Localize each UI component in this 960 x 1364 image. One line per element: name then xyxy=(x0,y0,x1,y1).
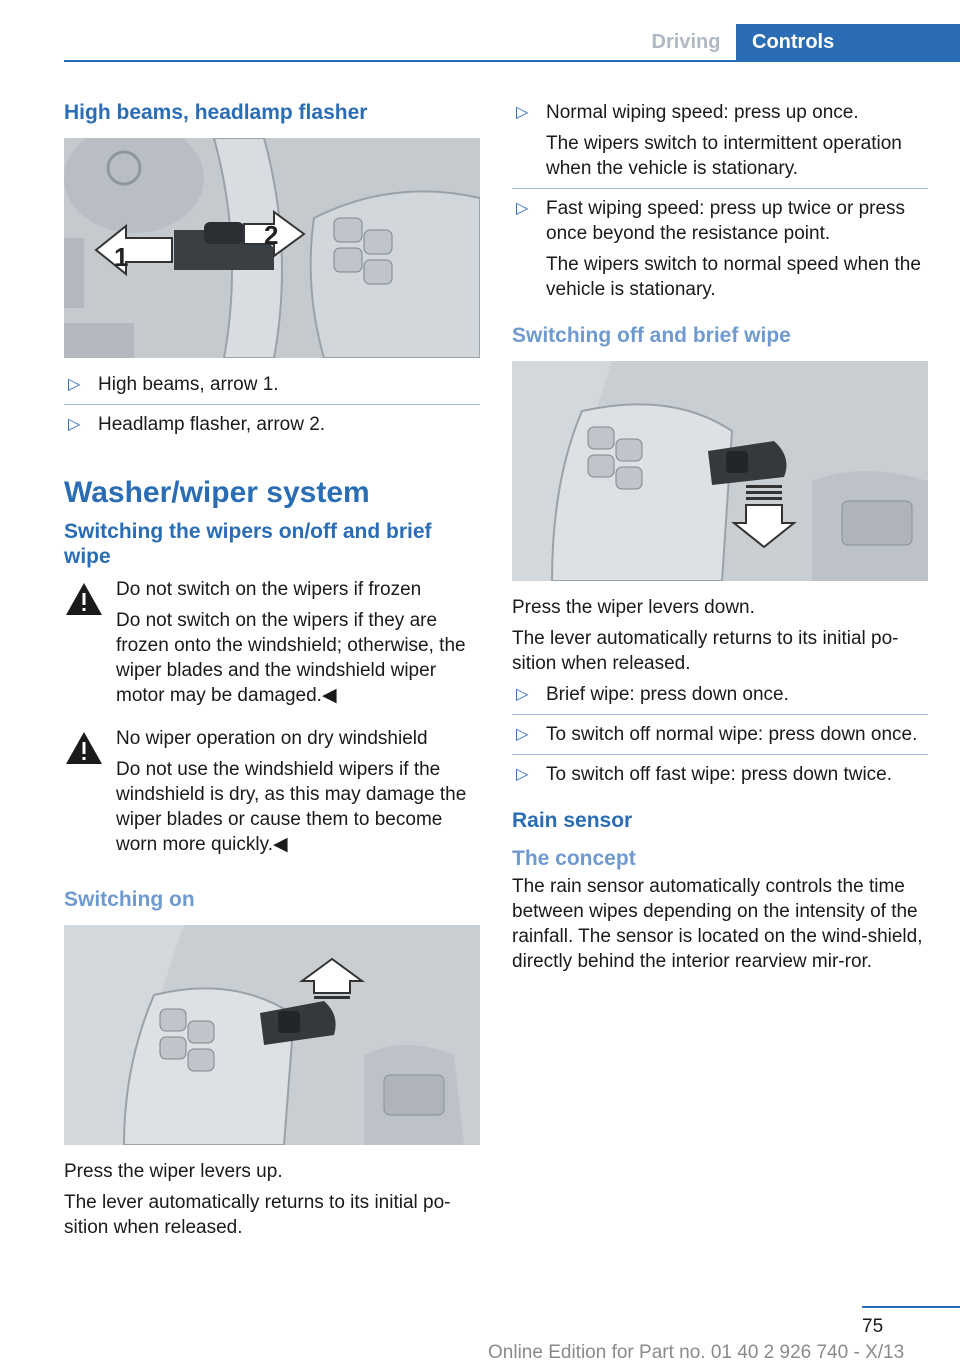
wiping-speed-list xyxy=(512,100,928,309)
washer-wiper-heading: Washer/wiper system xyxy=(64,476,370,509)
switching-off-instruction: Press the wiper levers down. xyxy=(512,597,755,618)
switching-off-note: The lever automatically returns to its initial po‐sition when released. xyxy=(512,628,899,674)
switching-off-heading: Switching off and brief wipe xyxy=(512,324,791,347)
warning-frozen-title: Do not switch on the wipers if frozen xyxy=(116,579,422,600)
arrow-2-label: 2 xyxy=(264,220,279,250)
list-item: ▷ To switch off fast wipe: press down twice. xyxy=(516,764,893,785)
warning-dry-body: Do not use the windshield wipers if the windshield is dry, as this may damage the wiper blades or cause them to become worn more quickly.◀ xyxy=(116,759,467,855)
arrow-1-label: 1 xyxy=(114,242,129,272)
list-item: ▷ Fast wiping speed: press up twice or press once beyond the resistance point. The wipers switch to normal speed when the vehicle is stationary. xyxy=(516,198,921,300)
triangle-right-outline-icon: ▷ xyxy=(516,686,529,703)
footer-rule xyxy=(862,1306,960,1308)
switching-off-illustration xyxy=(512,361,928,581)
warning-triangle-icon xyxy=(64,730,104,766)
warning-frozen-body: Do not switch on the wipers if they are frozen onto the windshield; otherwise, the wiper blades and the windshield wiper motor may be damaged.◀ xyxy=(116,610,466,706)
triangle-right-outline-icon: ▷ xyxy=(68,416,81,433)
list-item: ▷ Brief wipe: press down once. xyxy=(512,682,928,715)
list-item: ▷ Normal wiping speed: press up once. The wipers switch to intermittent operation when the vehicle is stationary. xyxy=(512,100,928,189)
switch-off-list xyxy=(512,682,928,794)
high-beams-heading: High beams, headlamp flasher xyxy=(64,101,368,124)
list-item: ▷ To switch off normal wipe: press down once. xyxy=(512,722,928,755)
switching-on-heading: Switching on xyxy=(64,888,195,911)
warning-dry xyxy=(64,726,480,857)
edition-footer: Online Edition for Part no. 01 40 2 926 740 - X/13 xyxy=(488,1342,905,1363)
left-column xyxy=(64,100,480,1246)
warning-triangle-icon xyxy=(64,581,104,617)
triangle-right-outline-icon: ▷ xyxy=(516,766,529,783)
concept-heading: The concept xyxy=(512,847,636,870)
section-tab-driving: Driving xyxy=(651,31,721,53)
triangle-right-outline-icon: ▷ xyxy=(516,200,529,217)
switching-wipers-heading: Switching the wipers on/off and brief wipe xyxy=(64,520,432,568)
warning-dry-title: No wiper operation on dry windshield xyxy=(116,728,428,749)
switching-on-illustration xyxy=(64,925,480,1145)
page-number: 75 xyxy=(862,1316,884,1337)
list-item: ▷ Headlamp flasher, arrow 2. xyxy=(68,414,326,435)
warning-frozen xyxy=(64,577,480,708)
right-column xyxy=(512,100,928,980)
rain-sensor-heading: Rain sensor xyxy=(512,809,633,832)
high-beams-illustration xyxy=(64,138,480,358)
triangle-right-outline-icon: ▷ xyxy=(516,726,529,743)
section-tab-controls: Controls xyxy=(736,24,960,60)
high-beams-list xyxy=(64,372,480,444)
concept-text: The rain sensor automatically controls the time between wipes depending on the intensity of the rainfall. The sensor is located on the wind‐shield, directly behind the interior rearview mir‐ror. xyxy=(512,876,923,972)
triangle-right-outline-icon: ▷ xyxy=(516,104,529,121)
triangle-right-outline-icon: ▷ xyxy=(68,376,81,393)
switching-on-note: The lever automatically returns to its initial po‐sition when released. xyxy=(64,1192,451,1238)
list-item: ▷ High beams, arrow 1. xyxy=(64,372,480,405)
switching-on-instruction: Press the wiper levers up. xyxy=(64,1161,283,1182)
header-rule xyxy=(64,60,960,62)
